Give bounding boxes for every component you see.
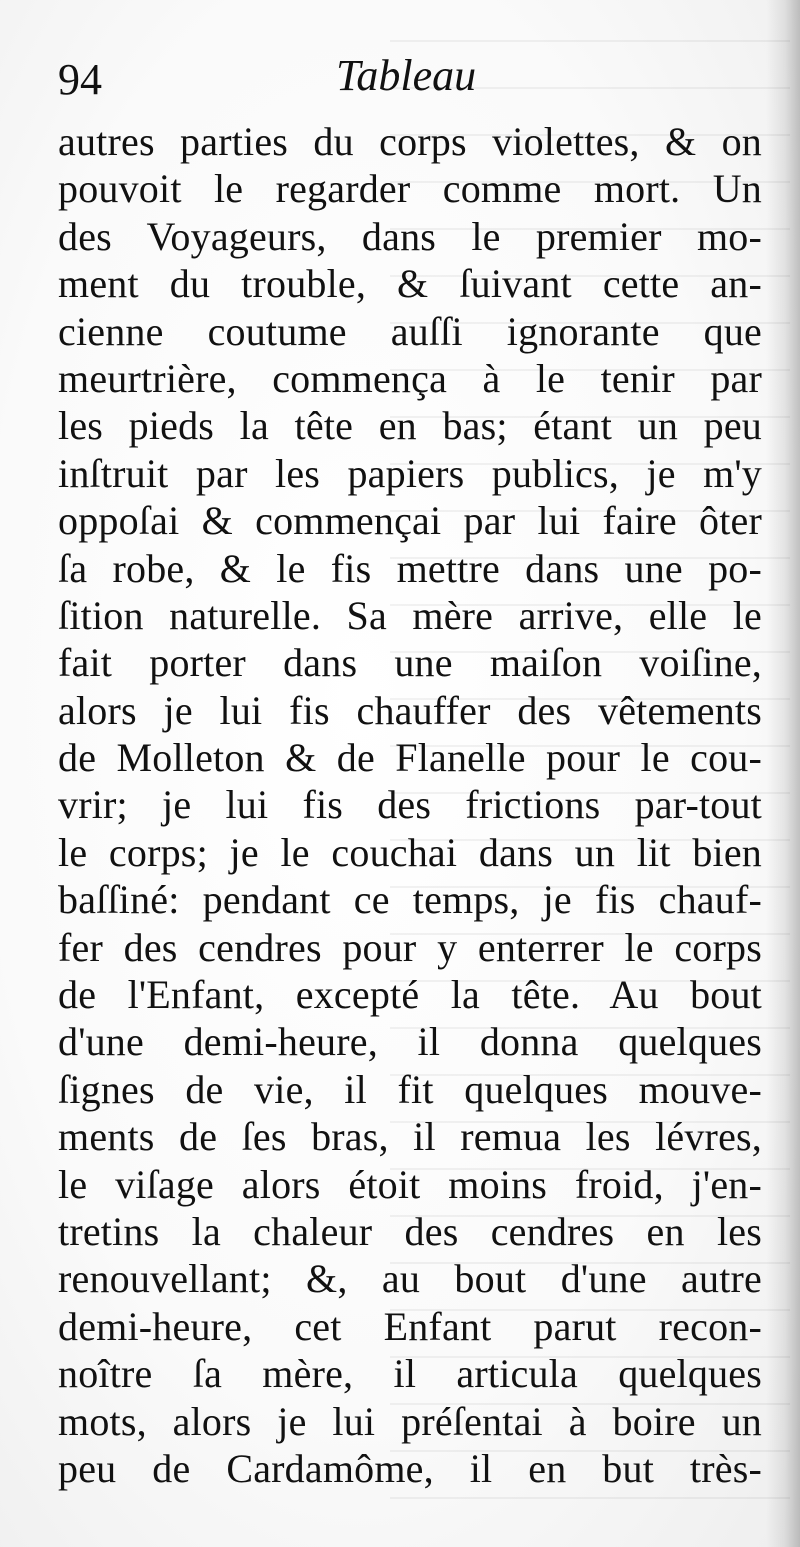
text-line: les pieds la tête en bas; étant un peu xyxy=(58,403,762,449)
text-line: tretins la chaleur des cendres en les xyxy=(58,1208,762,1254)
text-line: inſtruit par les papiers publics, je m'y xyxy=(58,450,762,496)
text-line: des Voyageurs, dans le premier mo- xyxy=(58,213,762,259)
text-line: ments de ſes bras, il remua les lévres, xyxy=(58,1114,762,1160)
text-line: renouvellant; &, au bout d'une autre xyxy=(58,1256,762,1302)
text-line: ſa robe, & le fis mettre dans une po- xyxy=(58,545,762,591)
text-line: oppoſai & commençai par lui faire ôter xyxy=(58,498,762,544)
text-line: le corps; je le couchai dans un lit bien xyxy=(58,829,762,875)
text-line: meurtrière, commença à le tenir par xyxy=(58,355,762,401)
text-line: ſignes de vie, il fit quelques mouve- xyxy=(58,1066,762,1112)
text-line: baſſiné: pendant ce temps, je fis chauf- xyxy=(58,877,762,923)
text-line: de l'Enfant, excepté la tête. Au bout xyxy=(58,972,762,1018)
text-line: mots, alors je lui préſentai à boire un xyxy=(58,1398,762,1444)
text-line: d'une demi-heure, il donna quelques xyxy=(58,1019,762,1065)
text-line: vrir; je lui fis des frictions par-tout xyxy=(58,782,762,828)
text-line: autres parties du corps violettes, & on xyxy=(58,119,762,164)
page-edge-shadow xyxy=(766,0,800,1547)
page-header xyxy=(58,42,758,112)
text-line: le viſage alors étoit moins froid, j'en- xyxy=(58,1161,762,1207)
text-line: noître ſa mère, il articula quelques xyxy=(58,1351,762,1397)
text-line: demi-heure, cet Enfant parut recon- xyxy=(58,1303,762,1349)
page-number: 94 xyxy=(58,55,102,104)
text-line: fer des cendres pour y enterrer le corps xyxy=(58,924,762,970)
text-line: cienne coutume auſſi ignorante que xyxy=(58,308,762,354)
text-line: ſition naturelle. Sa mère arrive, elle le xyxy=(58,592,762,638)
body-text xyxy=(58,118,762,1492)
text-line: fait porter dans une maiſon voiſine, xyxy=(58,640,762,686)
text-line: alors je lui fis chauffer des vêtements xyxy=(58,687,762,733)
text-line: ment du trouble, & ſuivant cette an- xyxy=(58,261,762,307)
text-line: peu de Cardamôme, il en but très- xyxy=(58,1445,762,1491)
text-line: pouvoit le regarder comme mort. Un xyxy=(58,166,762,212)
running-title: Tableau xyxy=(336,51,477,100)
text-line: de Molleton & de Flanelle pour le cou- xyxy=(58,735,762,781)
